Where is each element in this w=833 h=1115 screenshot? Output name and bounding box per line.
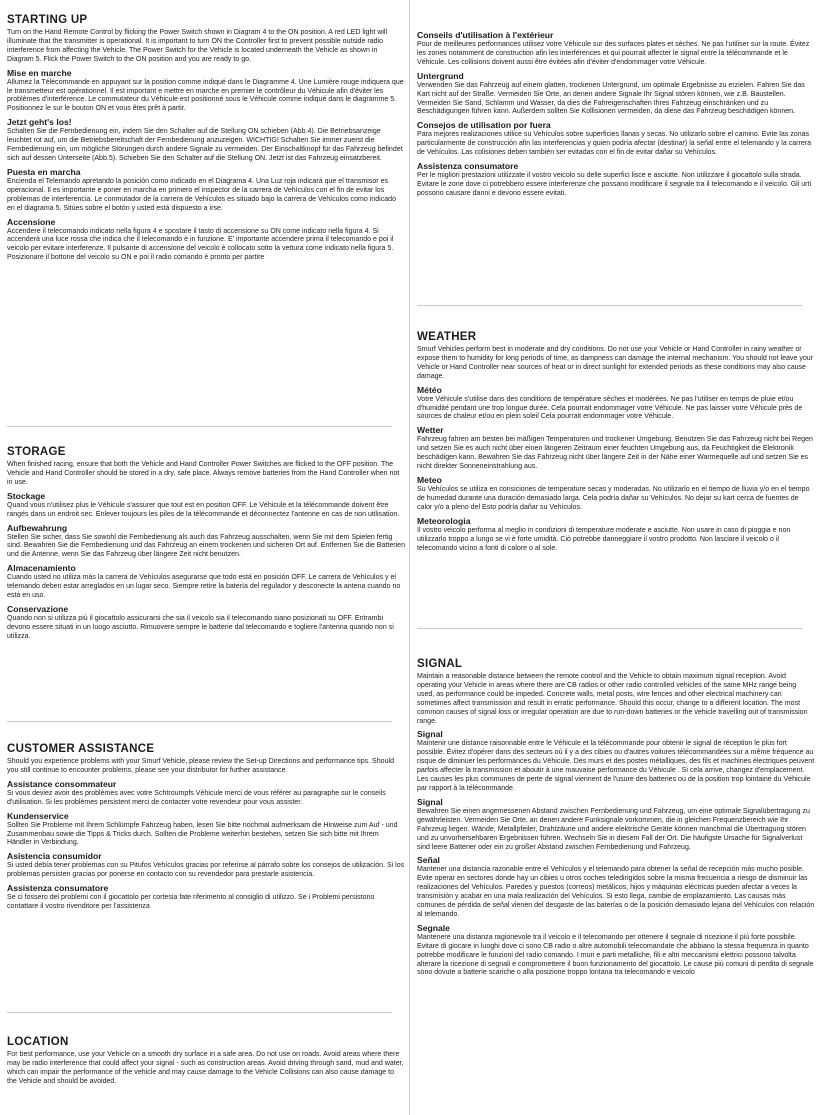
subsection-heading: Asistencia consumidor xyxy=(7,851,102,862)
section-title: CUSTOMER ASSISTANCE xyxy=(7,743,155,755)
subsection-heading: Signal xyxy=(417,729,443,740)
column-separator xyxy=(409,0,410,1115)
subsection-text: Para mejores realizaciones utilice su Vehículos sobre superficies llanas y secas. No utilizarlo sobre el camino. Evite las zonas particularmente de construcción afin las interferencias y quien podría afectar (destinar) la señal entre el telemando y la carrera de Vehículos. Las colisiones deben también ser evitadas con el fin de evitar dañar su Vehículos. xyxy=(417,131,812,157)
subsection-heading: Puesta en marcha xyxy=(7,166,81,177)
subsection-text: Votre Véhicule s'utilise dans des conditions de température sèches et modérées. Ne pas l'utiliser en temps de pluie et/ou d'humidité pendant une trop longue durée. Cela pourrait endommager votre Véhicule. Ne pas laisser votre Véhicule près de sources de chaleur et/ou en plein soleil Cela pourrait endommager votre Véhicule. xyxy=(417,395,803,421)
subsection-text: Per le migliori prestazioni utilizzate il vostro veicolo su delle superfici lisce e asciutte. Non utilizzare il giocattolo sulla strada. Evitare le zone dove ci potrebbero essere interferenze che possano modificare il segnale tra il telecomando e il veicolo. Gli urti possono causare danni e devono essere evitati. xyxy=(417,172,812,197)
subsection-text: Quando non si utilizza più il giocattolo assicurarsi che sia il veicolo sia il telecomando siano posizionati su OFF. Entrambi devono essere situati in un luogo asciutto. Rimuovere sempre le batterie dal telecomando e togliere l'antenna quando non si utilizza. xyxy=(7,614,394,640)
subsection-heading: Meteorologia xyxy=(417,515,471,526)
subsection-text: Mantenere una distanza ragionevole tra il veicolo e il telecomando per ottenere il segnale di ricezione il più forte possibile. Evitare di giocare in luoghi dove ci sono CB radio o altre automobili telecomandate che abbiano la stessa frequenza in quanto potrebbe modificare le funzioni del radio comando. I muri e parti metalliche, fili e altri meccanismi elettrici possono talvolta alterare la ricezione di segnali e compromettere il buon funzionamento del giocattolo. Le cause più comuni di perdita di segnale sono dovute a batterie scariche o alla posizione troppo lontana tra telecomando e veicolo xyxy=(417,933,814,977)
section-title: WEATHER xyxy=(417,331,477,343)
section-storage xyxy=(7,446,405,642)
section-intro: For best performance, use your Vehicle on a smooth dry surface in a safe area. Do not use on roads. Avoid areas where there may be radio interference that could affect your signal - such as construction areas. Avoid driving through sand, mud and water, which can impair the performance of the vehicle and may cause damage to the Vehicle Collisions can also cause damage to the Vehicle and should be avoided. xyxy=(7,1051,404,1085)
section-signal xyxy=(417,658,815,978)
section-divider xyxy=(7,426,392,427)
subsection-text: Cuando usted no utiliza más la carrera de Vehículos asegurarse que todo está en posición OFF. Le carrera de Vehículos y el telemando deben estar arreglados en un lugar seco. Siempre retire la batería del regulador y desconecte la antena cuando no está en uso. xyxy=(7,574,401,600)
left-column xyxy=(7,0,405,1115)
subsection-text: Encienda el Telemando apretando la posición como indicado en el Diagrama 4. Una Luz roja indicará que el transmisor es operacional. Il es importante e poner en marcha en primero el inspector de la carrera de Vehículos con el fin de evitar los problemas de interferencia. Le conmutador de la carrera de Vehículos es situado bajo la carrera de Vehículos como indicado en el diagrama 5. Sitúes sobre el botón y usted está dispuesto a irse. xyxy=(7,177,396,212)
subsection-text: Bewahren Sie einen angemessenen Abstand zwischen Fernbedienung und Fahrzeug, um eine optimale Signalübertragung zu gewährleisten. Vermeiden Sie Orte, an denen andere Funksignale vorkommen, die in gleichen Frequenzbereich wie Ihr Fahrzeug liegen. Wände, Metallpfeiler, Drahtzäune und andere elektrische Geräte können manchmal die Übertragung stören und zu unvorhersehbaren Ergebnissen führen. Wechseln Sie in diesem Fall der Ort. Die häufigste Ursache für Signalverlust sind leere Batterier oder ein zu großer Abstand zwischen Fernbedienung und Fahrzeug. xyxy=(417,807,810,851)
section-location-continued xyxy=(417,30,815,199)
subsection-heading: Signal xyxy=(417,796,443,807)
subsection-heading: Accensione xyxy=(7,216,56,227)
section-intro: When finished racing, ensure that both the Vehicle and Hand Controller Power Switches are flicked to the OFF position. The Vehicle and Hand Controller should be stored in a dry, safe place. Always remove batteries from the Hand Controller when not in use. xyxy=(7,461,400,486)
section-intro: Turn on the Hand Remote Control by flicking the Power Switch shown in Diagram 4 to the ON position. A red LED light will illuminate that the transmitter is operational. It is important to turn ON the Controller first to prevent possible outside radio interference from affecting the Vehicle. The Power Switch for the Vehicle is located underneath the Vehicle as shown in Diagram 5. Flick the Power Switch to the ON position and you are ready to go. xyxy=(7,29,388,63)
right-column xyxy=(417,0,815,1115)
section-title: LOCATION xyxy=(7,1036,69,1048)
subsection-text: Mantener una distancia razonable entre el Vehículos y el telemando para obtener la señal de recepción más mucho posible. Evite operar en sectores donde hay un cibies u otros coches teledirigidos sobre la misma frecuencia a riesgo de disminuir las realizaciones del Vehículos. Paredes y puestos (correos) metálicos, hijos y máquinas eléctricas pueden afectar a veces la transmisión y acabar en una mala realización del Vehículos. Si esto llega, cambie de emplazamiento. Las causas más comunes de pérdida de señal vienen del desgaste de las baterías o de la posición demasiado lejana del Vehículos con relación al telemando. xyxy=(417,866,815,918)
subsection-text: Sollten Sie Probleme mit Ihrem Schlümpfe Fahrzeug haben, lesen Sie bitte nochmal aufmerksam die Hinweise zum Auf - und Zusammenbau sowie die Tipps & Tricks durch. Sollten die Probleme weiterhin bestehen, setzen Sie sich bitte mit Ihrem Händler in Verbindung. xyxy=(7,821,398,847)
section-weather xyxy=(417,331,815,553)
subsection-heading: Assistance consommateur xyxy=(7,778,117,789)
subsection-text: Verwenden Sie das Fahrzeug auf einem glatten, trockenen Untergrund, um optimale Ergebnisse zu erzielen. Fahren Sie das Kart nicht auf der Straße. Vermeiden Sie Orte, an denen andere Signale Ihr Signal stören können, wie z.B. Baustellen. Vermeiden Sie Sand, Schlamm und Wasser, da dies die Fahreigenschaften Ihres Fahrzeug einschränken und zu Beschädigungen führen kann. Außerdem sollten Sie Kollisionen vermeiden, da diese das Fahrzeug beschädigen können. xyxy=(417,81,805,116)
subsection-heading: Assistenza consumatore xyxy=(417,161,519,172)
subsection-heading: Stockage xyxy=(7,490,46,501)
subsection-heading: Mise en marche xyxy=(7,67,72,78)
subsection-heading: Assistenza consumatore xyxy=(7,883,109,894)
section-starting-up xyxy=(7,14,405,263)
subsection-text: Si usted debía tener problemas con su Pitufos Vehículos gracias por referirse al párrafo sobre los consejos de utilización. Si los problemas persisten gracias por ponerse en contacto con su revendedor para prestarle asistencia. xyxy=(7,862,405,879)
subsection-text: Se ci fossero dei problemi con il giocattolo per cortesia fate riferimento al consiglio di utilizzo. Se i Problemi persistono contattare il vostro rivenditore per l'assistenza xyxy=(7,894,375,911)
section-intro: Maintain a reasonable distance between the remote control and the Vehicle to obtain maximum signal reception. Avoid operating your Vehicle in areas where there are CB radios or other radio controlled vehicles of the same MHz range being used, as performance could be impeded. Concrete walls, metal posts, wire fences and other electrical machinery can sometimes affect transmission and result in erratic performance. Should this occur, change to a different location. The most common causes of signal loss or irregular operation are due to run-down batteries or the vehicle travelling out of transmission range. xyxy=(417,673,808,725)
subsection-heading: Jetzt geht's los! xyxy=(7,117,72,128)
subsection-text: Schalten Sie die Fernbedienung ein, indem Sie den Schalter auf die Stellung ON schieben (Abb.4). Die Betriebsanzeige leuchtet rot auf, um die Betriebsbereitschaft der Fernbedienung anzuzeigen. WICHTIG! Schalten Sie immer zuerst die Fernbedienung ein, um mögliche Störungen durch andere Signale zu vermeiden. Der Einschaltknopf für das Fahrzeug befindet sich auf dessen Unterseite (Abb.5). Schieben Sie den Schalter auf die Stellung ON. Jetzt ist das Fahrzeug einsatzbereit. xyxy=(7,128,403,162)
subsection-text: Accendere il telecomando indicato nella figura 4 e spostare il tasto di accensione su ON come indicato nella figura 4. Si accenderà una luce rossa che indica che il telecomando è in funzione. E' importante accendere prima il telecomando e poi il veicolo per evitare interferenze. Il pulsante di accensione del veicolo è collocato sotto la vettura come indicato nella figura 5. Posizionare il bottone del veicolo su ON e poi il radio comando è pronto per partire xyxy=(7,227,394,262)
section-title: STORAGE xyxy=(7,446,66,458)
section-customer-assistance xyxy=(7,743,405,912)
subsection-heading: Wetter xyxy=(417,425,444,436)
section-title: SIGNAL xyxy=(417,658,463,670)
subsection-text: Su Vehículos se utiliza en consiciones de temperature secas y moderadas. No utilizarlo en el tiempo de lluvia y/o en el tiempo de humedad durante una duración demasiado larga. Cela podría dañar su Vehículos. No dejar su kart cerca de fuentes de calor y/o a pleno del Esto podría dañar su Vehículos. xyxy=(417,485,810,511)
section-divider xyxy=(417,305,802,306)
subsection-heading: Kundenservice xyxy=(7,810,69,821)
subsection-heading: Señal xyxy=(417,855,440,866)
section-location xyxy=(7,1036,405,1087)
subsection-heading: Conseils d'utilisation à l'extérieur xyxy=(417,30,554,40)
subsection-text: Allumez la Télécommande en appuyant sur la position comme indiqué dans le Diagramme 4. Une Lumière rouge indiquera que le transmetteur est opérationnel. Il est important e mettre en marche en premier le contrôleur du Véhicule afin d'éviter les problèmes d'interférence. Le commutateur du Véhicule est positionné sous le Véhicule comme indiqué dans le diagramme 5. Positionnez le sur le bouton ON et vous êtes prêt à partir. xyxy=(7,78,404,113)
subsection-heading: Aufbewahrung xyxy=(7,522,68,533)
section-intro: Should you experience problems with your Smurf Vehicle, please review the Set-up Directions and performance tips. Should you still continue to encounter problems, please see your distributor for further assistance. xyxy=(7,758,395,774)
subsection-text: Il vostro veicolo performa al meglio in condizioni di temperature moderate e asciutte. Non usare in caso di pioggia e non utilizzarlo troppo a lungo se vi è forte umidità. Ciò potrebbe danneggiare il vostro prodotto. Non lasciare il veicolo o il telecomando vicino a fonti di calore o al sole. xyxy=(417,526,791,552)
section-divider xyxy=(7,1012,392,1013)
subsection-heading: Consejos de utilisation por fuera xyxy=(417,120,551,131)
subsection-text: Maintenir une distance raisonnable entre le Véhicule et la télécommande pour obtenir le signal de réception le plus fort possible. Évitez d'opérer dans des secteurs où il y a des cibies ou d'autres voitures télécommandées sur a même fréquence au risque de diminuer les performances du Véhicule. Des murs et des postes métalliques, des fils et machines électriques peuvent parfois affecter la transmission et aboutir à une mauvaise performance du Véhicule . Si cela arrive, changez d'emplacement. Les causes les plus communes de perte de signal viennent de l'usure des batteries ou de la position trop lointaine du Véhicule par rapport à la télécommande. xyxy=(417,740,815,792)
section-divider xyxy=(7,721,392,722)
subsection-heading: Meteo xyxy=(417,474,442,485)
subsection-heading: Conservazione xyxy=(7,603,69,614)
subsection-heading: Segnale xyxy=(417,922,450,933)
subsection-text: Fahrzeug fahren am besten bei mäßigen Temperaturen und trockener Umgebung. Benutzen Sie das Fahrzeug nicht bei Regen und setzen Sie es auch nicht über einen längeren Zeitraum einer feuchten Umgebung aus, da Feuchtigkeit die Elektronik beschädigen kann. Bewahren Sie das Fahrzeug nicht über längere Zeit in der Nähe einer Warmequelle auf und setzen Sie es nicht direkter Sonneneinstrahlung aus. xyxy=(417,436,813,471)
subsection-text: Si vous deviez avoir des problèmes avec votre Schtroumpfs Véhicule merci de vous référer au paragraphe sur le conseils d'utilisation. Si les problèmes persistent merci de contacter votre revendeur pour vous assister. xyxy=(7,789,386,806)
subsection-heading: Untergrund xyxy=(417,70,464,81)
section-intro: Smurf Vehicles perform best in moderate and dry conditions. Do not use your Vehicle or Hand Controller in rainy weather or expose them to humidity for long periods of time, as dampness can damage the internal mechanism. You should not leave your Vehicle or Hand Controller near sources of heat or in direct sunlight for extended periods as these conditions may also cause damage. xyxy=(417,346,814,380)
subsection-text: Pour de meilleures performances utilisez votre Véhicule sur des surfaces plates et sèches. Ne pas l'utiliser sur la route. Évitez les zones notamment de construction afin les interférences et qui pourrait affecter le signal entre la télécommande et le Véhicule. Les collisions doivent aussi être évitées afin d'éviter d'endommager votre Véhicule. xyxy=(417,41,810,66)
subsection-text: Quand vous n'utilisez plus le Véhicule s'assurer que tout est en position OFF. Le Véhicule et la télécommande doivent être rangés dans un endroit sec. Enlever toujours les piles de la télécommande et déconnectez l'antenne en cas de non utilisation. xyxy=(7,501,400,518)
subsection-heading: Météo xyxy=(417,384,442,395)
subsection-heading: Almacenamiento xyxy=(7,563,76,574)
subsection-text: Stellen Sie sicher, dass Sie sowohl die Fernbedienung als auch das Fahrzeug ausschalten, wenn Sie mit dem Spielen fertig sind. Bewahren Sie die Fernbedienung und das Fahrzeug an einem trockenen und sicheren Ort auf. Entfernen Sie die Batterien und die Antenne, wenn Sie das Fahrzeug über längere Zeit nicht benutzen. xyxy=(7,533,405,559)
section-divider xyxy=(417,628,802,629)
section-title: STARTING UP xyxy=(7,14,88,26)
